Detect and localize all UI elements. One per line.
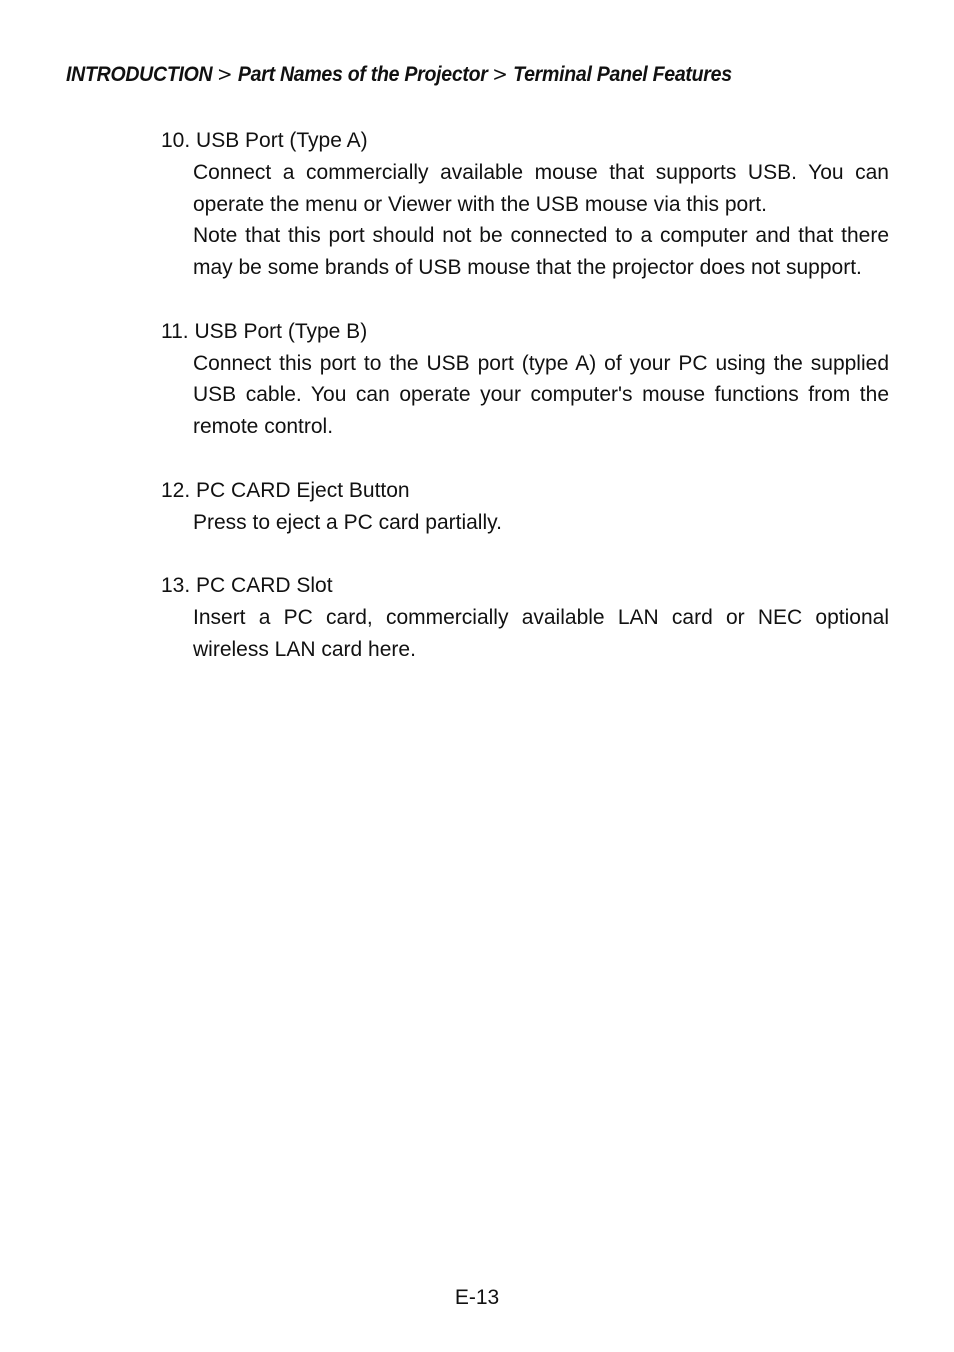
- feature-paragraph: Connect a commercially available mouse that supports USB. You can operate the menu or Viewer with the USB mouse via this port.: [193, 160, 889, 216]
- feature-title: 12. PC CARD Eject Button: [161, 478, 410, 502]
- feature-item-usb-type-b: [161, 316, 889, 443]
- feature-paragraph: Press to eject a PC card partially.: [193, 510, 502, 534]
- breadcrumb-separator: >: [217, 62, 233, 86]
- feature-paragraph: Note that this port should not be connected to a computer and that there may be some brands of USB mouse that the projector does not support.: [193, 224, 889, 280]
- feature-description: [193, 348, 889, 443]
- breadcrumb-introduction: INTRODUCTION: [66, 63, 213, 86]
- breadcrumb-terminal-panel-features: Terminal Panel Features: [513, 63, 732, 86]
- feature-description: [193, 602, 889, 666]
- feature-description: [193, 157, 889, 284]
- feature-list: [161, 125, 889, 697]
- feature-paragraph: Insert a PC card, commercially available LAN card or NEC optional wireless LAN card here.: [193, 605, 889, 661]
- feature-title: 10. USB Port (Type A): [161, 129, 368, 152]
- feature-item-pc-card-slot: [161, 570, 889, 665]
- breadcrumb-part-names: Part Names of the Projector: [237, 63, 488, 86]
- breadcrumb-separator: >: [492, 62, 508, 86]
- feature-item-pc-card-eject-button: [161, 475, 889, 539]
- feature-item-usb-type-a: [161, 125, 889, 284]
- feature-title: 13. PC CARD Slot: [161, 574, 333, 598]
- feature-title: 11. USB Port (Type B): [161, 319, 368, 343]
- feature-paragraph: Connect this port to the USB port (type A) of your PC using the supplied USB cable. You can operate your computer's mouse functions from the remote control.: [193, 351, 889, 439]
- page-number: E-13: [454, 1286, 500, 1309]
- breadcrumb: [66, 58, 732, 91]
- feature-description: [193, 507, 889, 539]
